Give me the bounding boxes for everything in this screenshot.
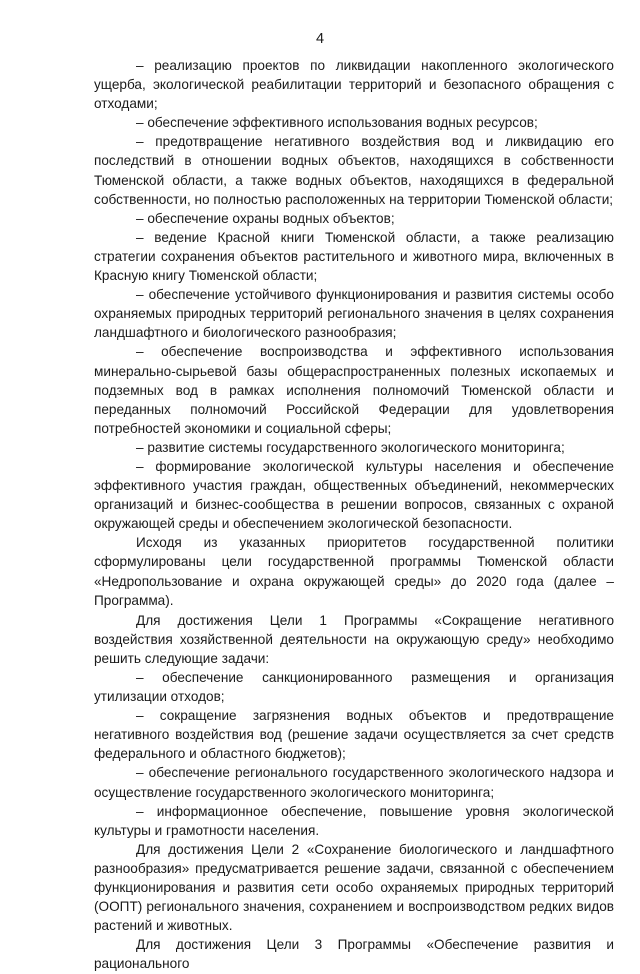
list-item: – формирование экологической культуры населения и обеспечение эффективного участия граждан, общественных объединений, некоммерческих организаций и бизнес-сообщества в решении вопросов, связанных с охраной окружающей среды и обеспечением экологической безопасности. [94, 458, 614, 532]
body-paragraph: Исходя из указанных приоритетов государственной политики сформулированы цели государственной программы Тюменской области «Недропользование и охрана окружающей среды» до 2020 года (далее – Программа). [94, 535, 614, 608]
list-item: – обеспечение регионального государственного экологического надзора и осуществление государственного экологического мониторинга; [94, 765, 614, 800]
list-item: – ведение Красной книги Тюменской области, а также реализацию стратегии сохранения объектов растительного и животного мира, включенных в Красную книгу Тюменской области; [94, 229, 614, 284]
body-paragraph: Для достижения Цели 2 «Сохранение биологического и ландшафтного разнообразия» предусматривается решение задачи, связанной с обеспечением функционирования и развития сети особо охраняемых природных территорий (ООПТ) регионального значения, сохранением и воспроизводством редких видов растений и животных. [94, 841, 614, 934]
list-item: – обеспечение устойчивого функционирования и развития системы особо охраняемых природных территорий регионального значения в целях сохранения ландшафтного и биологического разнообразия; [94, 287, 614, 341]
list-item: – сокращение загрязнения водных объектов и предотвращение негативного воздействия вод (решение задачи осуществляется за счет средств федерального и областного бюджетов); [94, 708, 614, 762]
list-item: – обеспечение воспроизводства и эффективного использования минерально-сырьевой базы общераспространенных полезных ископаемых и подземных вод в рамках исполнения полномочий Тюменской области и переданных полномочий Российской Федерации для удовлетворения потребностей экономики и социальной сферы; [94, 344, 614, 436]
body-paragraph: Для достижения Цели 1 Программы «Сокращение негативного воздействия хозяйственной деятельности на окружающую среду» необходимо решить следующие задачи: [94, 612, 614, 666]
list-item: – предотвращение негативного воздействия вод и ликвидацию его последствий в отношении водных объектов, находящихся в собственности Тюменской области, а также водных объектов, находящихся в федеральной собственности, но полностью расположенных на территории Тюменской области; [94, 134, 614, 207]
list-item: – реализацию проектов по ликвидации накопленного экологического ущерба, экологической реабилитации территорий и безопасного обращения с отходами; [94, 58, 614, 112]
list-item: – информационное обеспечение, повышение уровня экологической культуры и грамотности населения. [94, 803, 614, 838]
body-paragraph: Для достижения Цели 3 Программы «Обеспечение развития и рационального [94, 937, 614, 972]
list-item: – обеспечение охраны водных объектов; [136, 210, 395, 226]
list-item: – обеспечение эффективного использования водных ресурсов; [136, 115, 538, 131]
document-body [94, 56, 614, 974]
page-number: 4 [315, 31, 325, 47]
list-item: – обеспечение санкционированного размещения и организация утилизации отходов; [94, 670, 614, 705]
list-item: – развитие системы государственного экологического мониторинга; [136, 439, 565, 455]
